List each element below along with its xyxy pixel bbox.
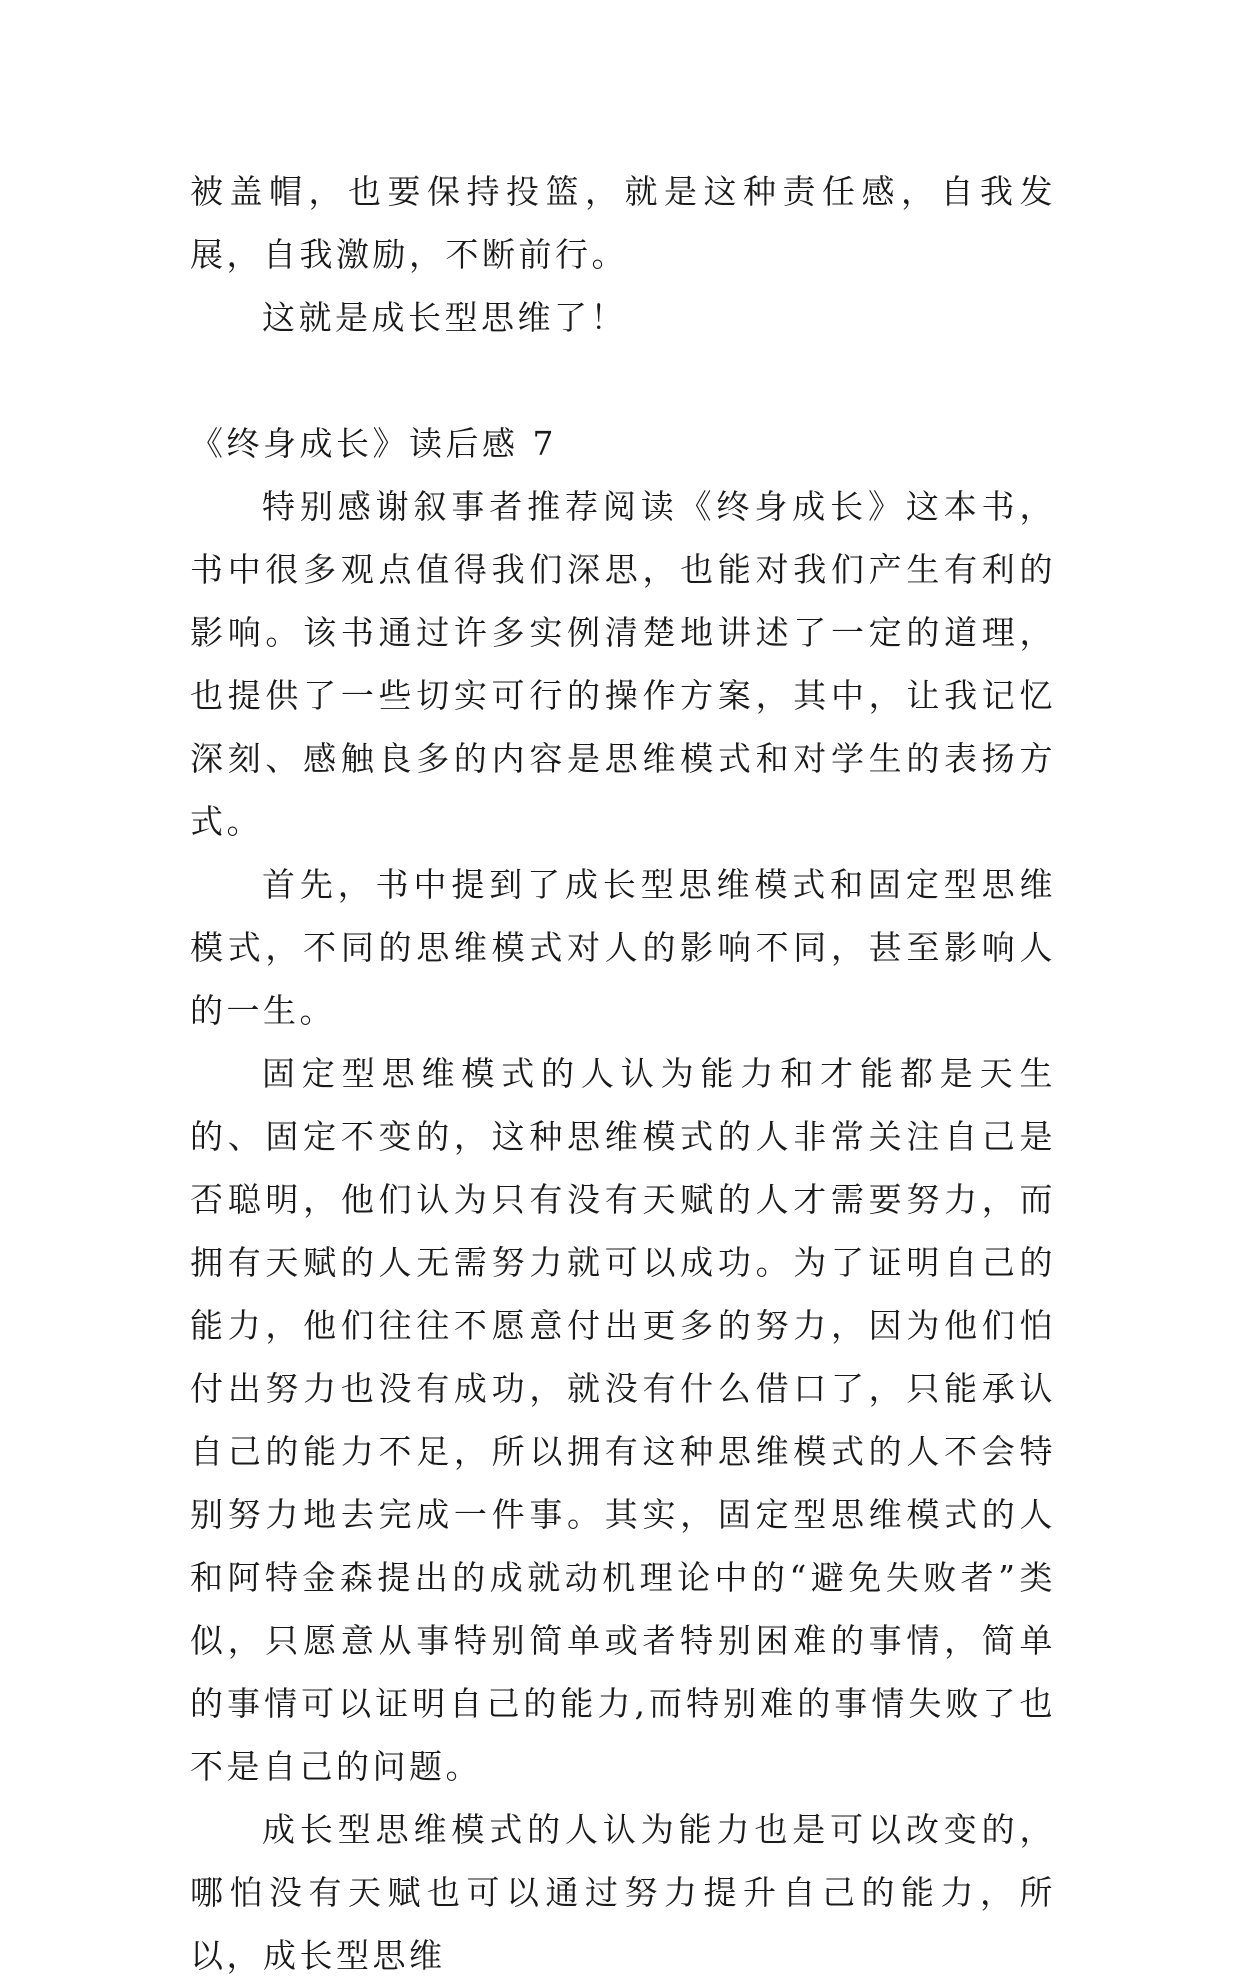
paragraph-intro: 特别感谢叙事者推荐阅读《终身成长》这本书，书中很多观点值得我们深思，也能对我们产生有利的影响。该书通过许多实例清楚地讲述了一定的道理，也提供了一些切实可行的操作方案，其中，让我记忆深刻、感触良多的内容是思维模式和对学生的表扬方式。 <box>190 487 1056 841</box>
paragraph-first-point: 首先，书中提到了成长型思维模式和固定型思维模式，不同的思维模式对人的影响不同，甚至影响人的一生。 <box>190 865 1056 1030</box>
continuation-paragraph: 被盖帽，也要保持投篮，就是这种责任感，自我发展，自我激励，不断前行。 <box>190 172 1056 274</box>
paragraph-growth-mindset: 成长型思维模式的人认为能力也是可以改变的，哪怕没有天赋也可以通过努力提升自己的能力，所以，成长型思维 <box>190 1810 1056 1975</box>
paragraph-fixed-mindset: 固定型思维模式的人认为能力和才能都是天生的、固定不变的，这种思维模式的人非常关注自己是否聪明，他们认为只有没有天赋的人才需要努力，而拥有天赋的人无需努力就可以成功。为了证明自己的能力，他们往往不愿意付出更多的努力，因为他们怕付出努力也没有成功，就没有什么借口了，只能承认自己的能力不足，所以拥有这种思维模式的人不会特别努力地去完成一件事。其实，固定型思维模式的人和阿特金森提出的成就动机理论中的“避免失败者”类似，只愿意从事特别简单或者特别困难的事情，简单的事情可以证明自己的能力,而特别难的事情失败了也不是自己的问题。 <box>190 1054 1056 1786</box>
document-body <box>190 160 1056 1987</box>
section-spacer <box>190 349 1056 412</box>
section-title: 《终身成长》读后感 7 <box>190 424 557 463</box>
closing-line: 这就是成长型思维了！ <box>262 298 627 337</box>
